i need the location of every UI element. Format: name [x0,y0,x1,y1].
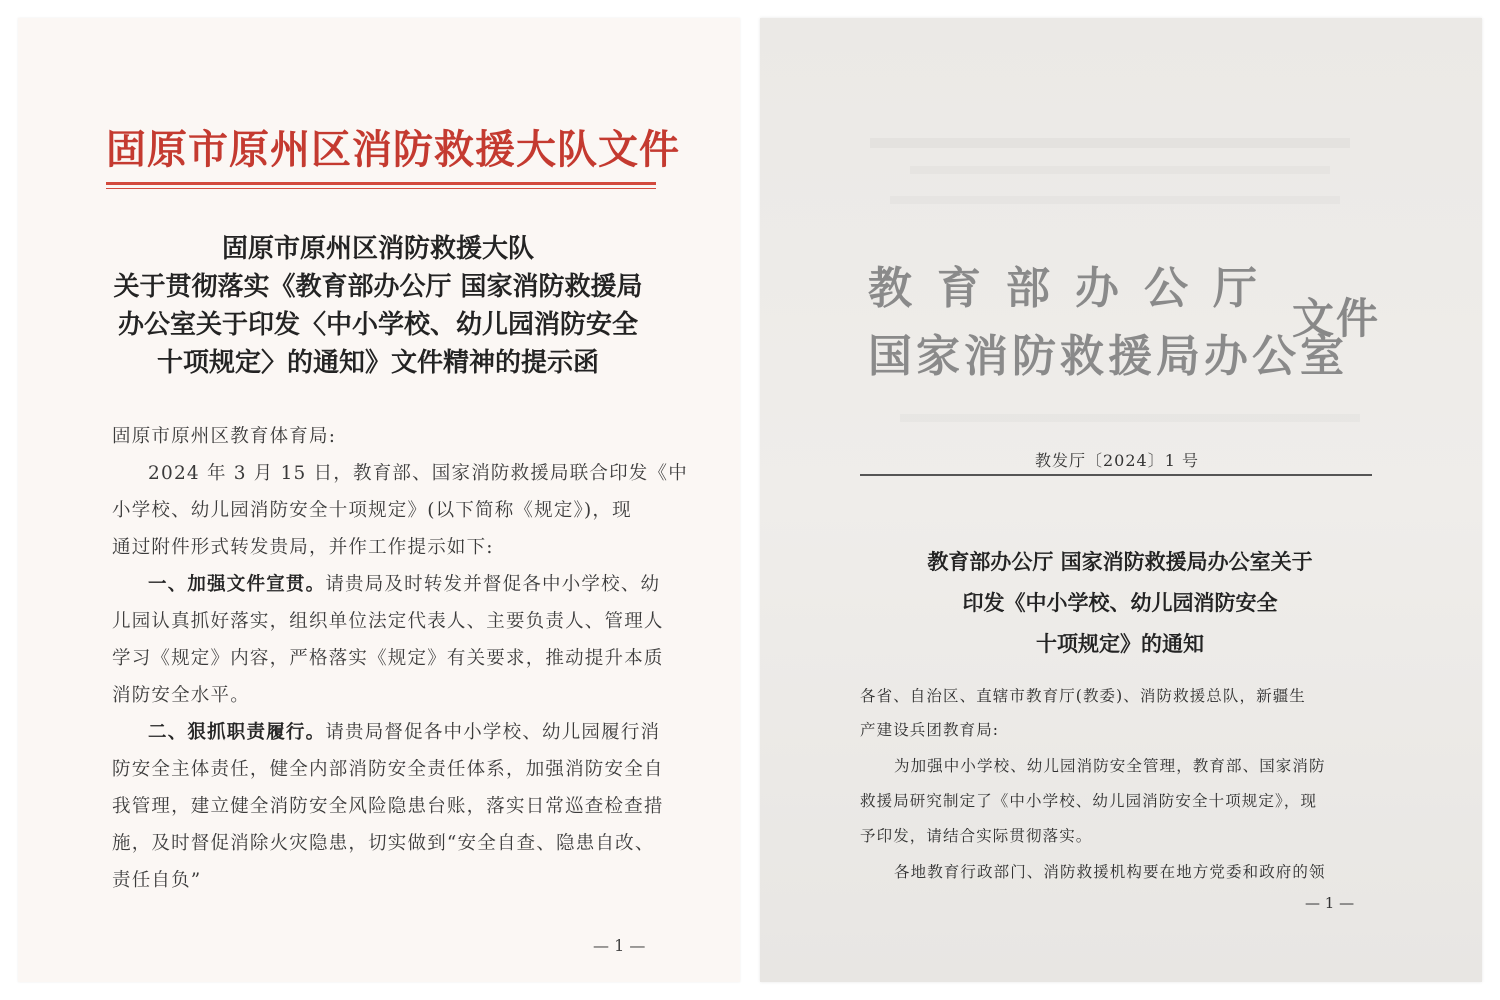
left-addressee: 固原市原州区教育体育局: [112,426,337,447]
left-section2-line-1: 请贵局督促各中小学校、幼儿园履行消 [325,722,661,743]
bleed-through-line [870,138,1350,148]
bleed-through-line [900,414,1360,422]
left-document-page [18,18,740,982]
bleed-through-line [910,166,1330,174]
left-section1-first-line [148,570,660,596]
right-para1-line-1: 为加强中小学校、幼儿园消防安全管理，教育部、国家消防 [894,757,1326,775]
left-section1-line-2: 儿园认真抓好落实，组织单位法定代表人、主要负责人、管理人 [112,611,664,632]
left-section1-line-1: 请贵局及时转发并督促各中小学校、幼 [325,574,661,595]
left-section2-heading: 二、狠抓职责履行。 [148,722,326,743]
right-title-line-3: 十项规定》的通知 [1036,631,1204,656]
left-para1-line-1: 2024 年 3 月 15 日，教育部、国家消防救援局联合印发《中 [148,463,688,484]
right-para2-line-1: 各地教育行政部门、消防救援机构要在地方党委和政府的领 [894,863,1326,881]
left-page-number: — 1 — [593,936,646,955]
right-para1-line-2: 救援局研究制定了《中小学校、幼儿园消防安全十项规定》，现 [860,792,1318,810]
left-section2-line-4: 施，及时督促消除火灾隐患，切实做到“安全自查、隐患自改、 [112,833,655,854]
left-para1-line-2: 小学校、幼儿园消防安全十项规定》(以下简称《规定》)，现 [112,500,632,521]
left-title-line-3: 办公室关于印发〈中小学校、幼儿园消防安全 [117,310,638,340]
left-section1-line-3: 学习《规定》内容，严格落实《规定》有关要求，推动提升本质 [112,648,664,669]
right-page-number: — 1 — [1305,894,1355,912]
right-header-fire-rescue-office: 国家消防救援局办公室 [868,331,1348,382]
right-header-document-suffix: 文件 [1292,294,1381,343]
right-para1-line-3: 予印发，请结合实际贯彻落实。 [860,827,1093,845]
left-section2-line-5: 责任自负” [112,870,202,891]
left-para1-line-3: 通过附件形式转发贵局，并作工作提示如下: [112,537,494,558]
left-section2-first-line [148,718,660,744]
right-document-page [760,18,1482,982]
right-rule-line [860,474,1372,476]
left-section2-line-3: 我管理，建立健全消防安全风险隐患台账，落实日常巡查检查措 [112,796,664,817]
right-header-ministry-office: 教育部办公厅 [868,263,1282,314]
bleed-through-line [890,196,1340,204]
left-section2-line-2: 防安全主体责任，健全内部消防安全责任体系，加强消防安全自 [112,759,664,780]
right-title-line-1: 教育部办公厅 国家消防救援局办公室关于 [927,549,1313,574]
right-addressee-line-2: 产建设兵团教育局: [860,721,1000,739]
left-document-red-header: 固原市原州区消防救援大队文件 [106,126,680,173]
red-rule-line [106,182,656,185]
left-title-line-1: 固原市原州区消防救援大队 [221,234,534,264]
left-section1-line-4: 消防安全水平。 [112,685,250,706]
left-title-line-4: 十项规定〉的通知》文件精神的提示函 [156,348,599,378]
red-rule-line-thin [106,188,656,189]
left-title-line-2: 关于贯彻落实《教育部办公厅 国家消防救援局 [113,272,643,302]
right-addressee-line-1: 各省、自治区、直辖市教育厅(教委)、消防救援总队，新疆生 [860,687,1306,705]
left-section1-heading: 一、加强文件宣贯。 [148,574,326,595]
right-title-line-2: 印发《中小学校、幼儿园消防安全 [962,590,1278,615]
right-document-number: 教发厅〔2024〕1 号 [1035,451,1199,470]
